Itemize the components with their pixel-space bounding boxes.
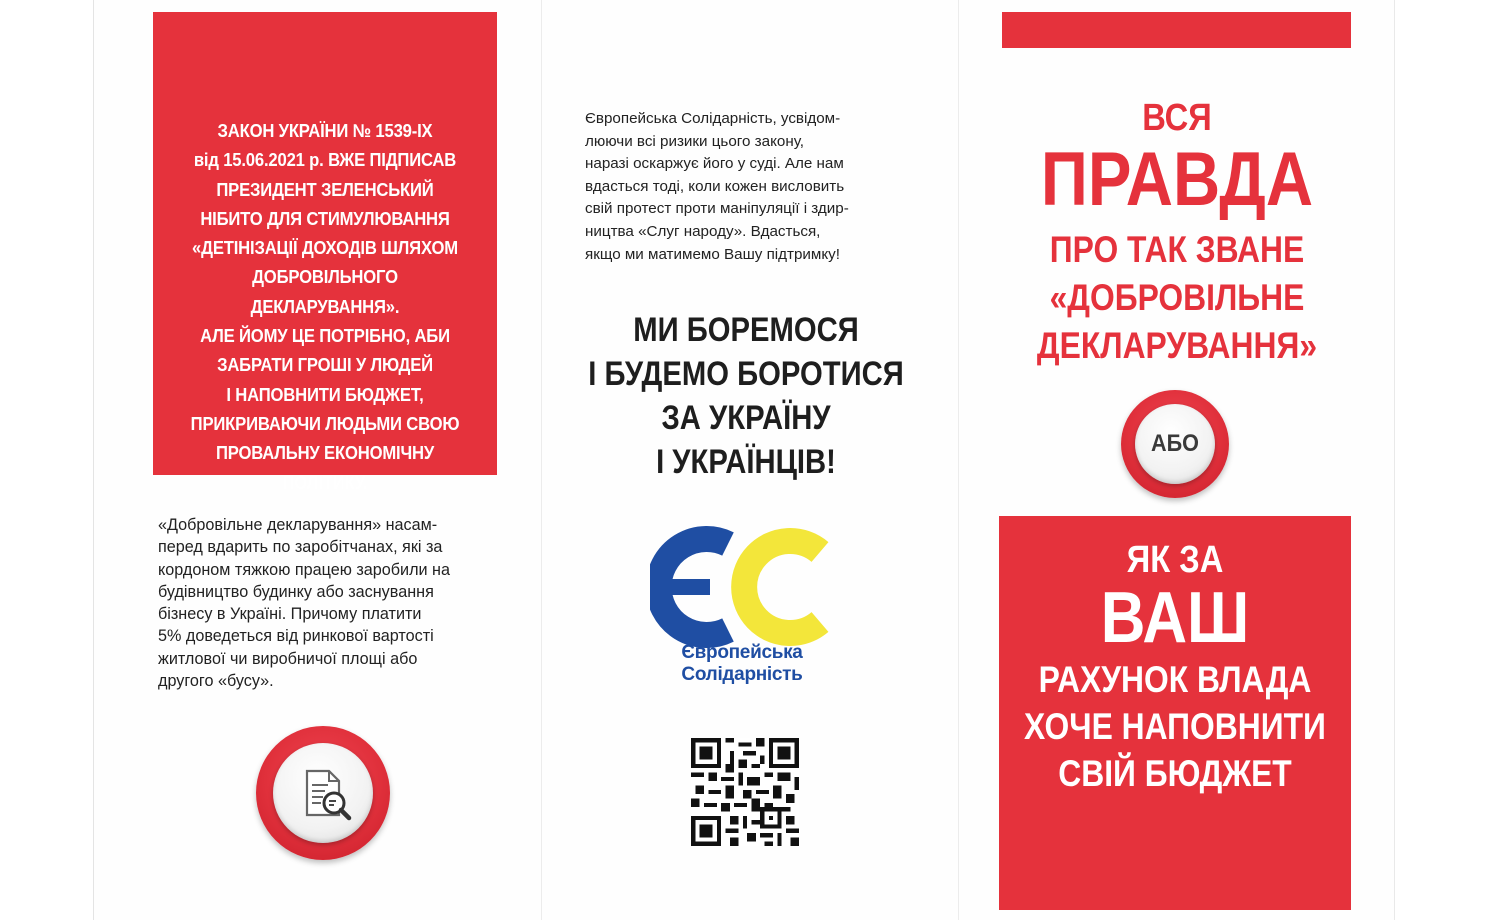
appeal-paragraph: Європейська Солідарність, усвідом- люючи всі ризики цього закону, наразі оскаржує його у суді. Але нам вдасться тоді, коли кожен висловить свій протест проти маніпуляції і здир- ництва «Слуг народу». Вдасться, якщо ми матимемо Вашу підтримку!	[585, 110, 849, 263]
budget-line1: ЯК ЗА	[1126, 539, 1224, 581]
declaration-paragraph: «Добровільне декларування» насам- перед вдарить по заробітчанах, які за кордоном тяжкою працею заробили на будівництво будинку або заснування бізнесу в Україні. Причому платити 5% доведеться від ринкової вартості житлової чи виробничої площі або другого «бусу».	[158, 516, 450, 691]
party-name: Європейська Солідарність	[681, 642, 803, 685]
budget-text: РАХУНОК ВЛАДА ХОЧЕ НАПОВНИТИ СВІЙ БЮДЖЕТ	[1024, 659, 1326, 794]
document-search-icon	[273, 743, 373, 843]
headline-truth: ПРАВДА	[1040, 137, 1314, 222]
budget-your: ВАШ	[1100, 578, 1250, 658]
headline-subtitle: ПРО ТАК ЗВАНЕ «ДОБРОВІЛЬНЕ ДЕКЛАРУВАННЯ»	[1036, 229, 1318, 366]
top-red-strip	[1002, 12, 1351, 48]
qr-code-icon	[691, 738, 799, 846]
or-label: АБО	[1151, 430, 1199, 457]
or-badge	[1121, 390, 1229, 498]
slogan-heading: МИ БОРЕМОСЯ І БУДЕМО БОРОТИСЯ ЗА УКРАЇНУ І УКРАЇНЦІВ!	[588, 311, 904, 481]
headline-line1: ВСЯ	[1142, 97, 1212, 139]
document-search-badge	[256, 726, 390, 860]
fold-line-right	[958, 0, 959, 920]
fold-line-left	[541, 0, 542, 920]
budget-box	[999, 516, 1351, 910]
law-info-box	[153, 12, 497, 493]
law-text: ЗАКОН УКРАЇНИ № 1539-IX від 15.06.2021 р. ВЖЕ ПІДПИСАВ ПРЕЗИДЕНТ ЗЕЛЕНСЬКИЙ НІБИТО ДЛЯ СТИМУЛЮВАННЯ «ДЕТІНІЗАЦІЇ ДОХОДІВ ШЛЯХОМ ДОБРОВІЛЬНОГО ДЕКЛАРУВАННЯ». АЛЕ ЙОМУ ЦЕ ПОТРІБНО, АБИ ЗАБРАТИ ГРОШІ У ЛЮДЕЙ І НАПОВНИТИ БЮДЖЕТ, ПРИКРИВАЮЧИ ЛЮДЬМИ СВОЮ ПРОВАЛЬНУ ЕКОНОМІЧНУ ПОЛІТИКУ.	[190, 120, 460, 493]
